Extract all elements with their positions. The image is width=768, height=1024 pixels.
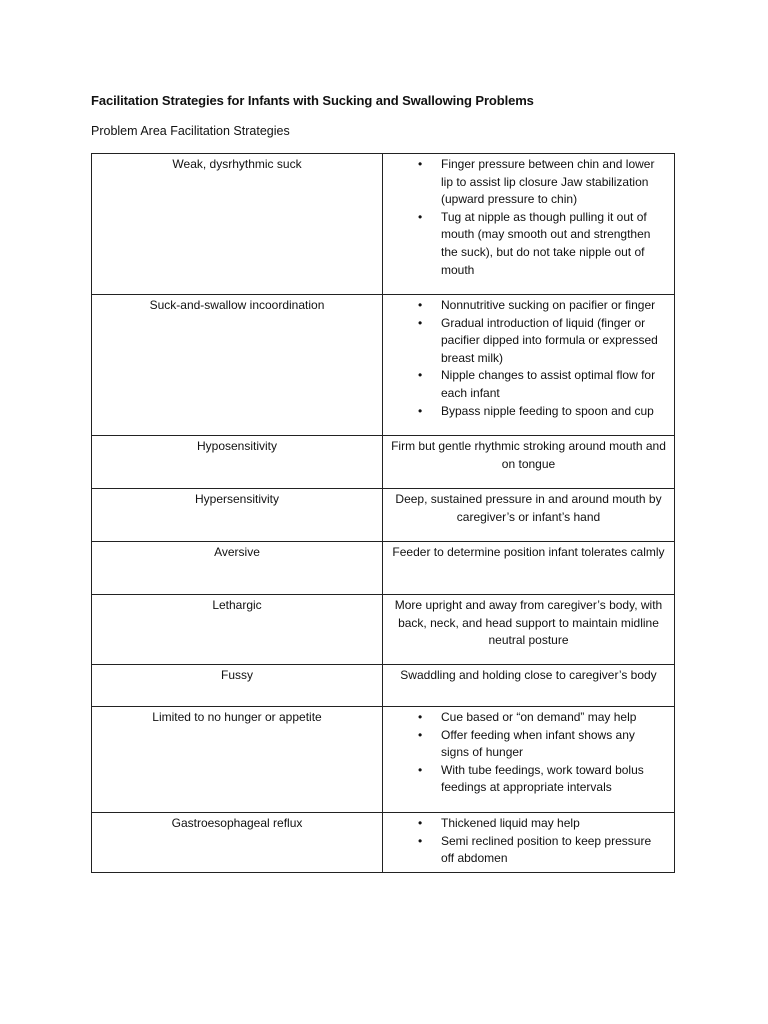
- problem-area-cell: Limited to no hunger or appetite: [92, 707, 383, 813]
- strategy-cell: [383, 707, 675, 813]
- table-row: [92, 813, 675, 873]
- problem-area-cell: Weak, dysrhythmic suck: [92, 154, 383, 295]
- strategy-cell: Firm but gentle rhythmic stroking around mouth and on tongue: [383, 436, 675, 489]
- strategy-cell: [383, 154, 675, 295]
- table-row: [92, 489, 675, 542]
- strategy-list-item: • Semi reclined position to keep pressure off abdomen: [441, 833, 668, 868]
- problem-area-cell: Lethargic: [92, 595, 383, 665]
- strategy-list-item: • Offer feeding when infant shows any signs of hunger: [441, 727, 668, 762]
- problem-area-cell: Hyposensitivity: [92, 436, 383, 489]
- strategy-cell: [383, 813, 675, 873]
- strategy-list-item: • Gradual introduction of liquid (finger or pacifier dipped into formula or expressed breast milk): [441, 315, 668, 368]
- strategy-list-item: • With tube feedings, work toward bolus feedings at appropriate intervals: [441, 762, 668, 797]
- table-caption: Problem Area Facilitation Strategies: [91, 124, 290, 138]
- problem-area-cell: Gastroesophageal reflux: [92, 813, 383, 873]
- strategy-cell: Deep, sustained pressure in and around mouth by caregiver’s or infant’s hand: [383, 489, 675, 542]
- table-row: [92, 436, 675, 489]
- strategy-list: [389, 815, 668, 868]
- strategy-list-item: • Tug at nipple as though pulling it out of mouth (may smooth out and strengthen the suck), but do not take nipple out of mouth: [441, 209, 668, 279]
- strategy-list: [389, 709, 668, 797]
- table-row: [92, 542, 675, 595]
- strategy-list-item: • Cue based or “on demand” may help: [441, 709, 668, 727]
- table-row: [92, 295, 675, 436]
- strategy-cell: [383, 295, 675, 436]
- problem-area-cell: Fussy: [92, 665, 383, 707]
- problem-area-cell: Aversive: [92, 542, 383, 595]
- strategies-table: [91, 153, 675, 873]
- page-title: Facilitation Strategies for Infants with Sucking and Swallowing Problems: [91, 93, 534, 108]
- strategy-list-item: • Thickened liquid may help: [441, 815, 668, 833]
- strategy-list-item: • Nonnutritive sucking on pacifier or finger: [441, 297, 668, 315]
- table-row: [92, 154, 675, 295]
- strategy-list-item: • Finger pressure between chin and lower lip to assist lip closure Jaw stabilization (upward pressure to chin): [441, 156, 668, 209]
- strategy-cell: More upright and away from caregiver’s body, with back, neck, and head support to maintain midline neutral posture: [383, 595, 675, 665]
- problem-area-cell: Hypersensitivity: [92, 489, 383, 542]
- strategy-list: [389, 156, 668, 279]
- strategy-cell: Feeder to determine position infant tolerates calmly: [383, 542, 675, 595]
- table-row: [92, 707, 675, 813]
- strategy-list: [389, 297, 668, 420]
- strategy-list-item: • Bypass nipple feeding to spoon and cup: [441, 403, 668, 421]
- table-row: [92, 595, 675, 665]
- strategy-list-item: • Nipple changes to assist optimal flow for each infant: [441, 367, 668, 402]
- problem-area-cell: Suck-and-swallow incoordination: [92, 295, 383, 436]
- table-row: [92, 665, 675, 707]
- strategy-cell: Swaddling and holding close to caregiver’s body: [383, 665, 675, 707]
